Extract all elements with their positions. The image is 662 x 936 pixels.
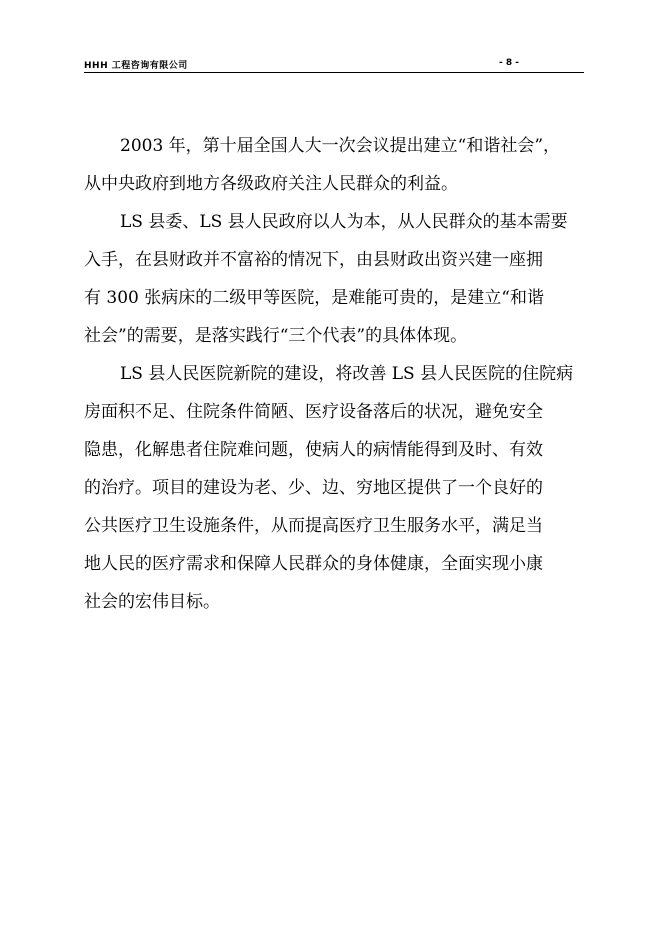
paragraph-2-line-4: 社会”的需要，是落实践行“三个代表”的具体体现。 xyxy=(84,326,468,346)
document-body xyxy=(84,127,584,621)
paragraph-3-line-7: 社会的宏伟目标。 xyxy=(84,592,220,612)
paragraph-3-line-5: 公共医疗卫生设施条件，从而提高医疗卫生服务水平，满足当 xyxy=(84,516,543,536)
paragraph-1-line-2: 从中央政府到地方各级政府关注人民群众的利益。 xyxy=(84,174,458,194)
paragraph-3-line-3: 隐患，化解患者住院难问题，使病人的病情能得到及时、有效 xyxy=(84,440,543,460)
paragraph-2-line-2: 入手，在县财政并不富裕的情况下，由县财政出资兴建一座拥 xyxy=(84,250,543,270)
paragraph-3-line-6: 地人民的医疗需求和保障人民群众的身体健康，全面实现小康 xyxy=(84,554,543,574)
paragraph-3-line-4: 的治疗。项目的建设为老、少、边、穷地区提供了一个良好的 xyxy=(84,478,543,498)
header-divider xyxy=(84,72,584,73)
header-company-name: HHH 工程咨询有限公司 xyxy=(84,61,188,71)
paragraph-2-line-1: LS 县委、LS 县人民政府以人为本，从人民群众的基本需要 xyxy=(120,212,568,232)
paragraph-3-line-1: LS 县人民医院新院的建设，将改善 LS 县人民医院的住院病 xyxy=(120,364,574,384)
paragraph-2-line-3: 有 300 张病床的二级甲等医院，是难能可贵的，是建立“和谐 xyxy=(84,288,544,308)
paragraph-1-line-1: 2003 年，第十届全国人大一次会议提出建立“和谐社会”， xyxy=(120,136,561,156)
header-page-number: - 8 - xyxy=(499,58,519,68)
paragraph-3-line-2: 房面积不足、住院条件简陋、医疗设备落后的状况，避免安全 xyxy=(84,402,543,422)
